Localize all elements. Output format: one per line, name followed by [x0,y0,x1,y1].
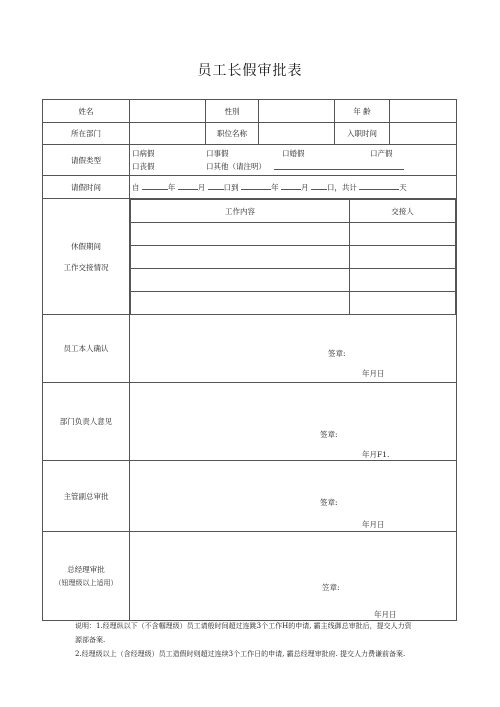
option-personal-leave[interactable]: 口事假 [206,149,229,158]
from-day-blank[interactable] [208,182,224,190]
handover-inner-table [130,199,456,314]
name-field[interactable] [130,100,206,123]
day-unit-text: 天 [399,182,407,192]
option-maternity-leave[interactable]: 口产假 [370,149,393,158]
year-text: 年 [167,182,176,192]
work-content-cell[interactable] [131,292,350,315]
position-field[interactable] [259,123,335,145]
receiver-cell[interactable] [350,246,456,269]
gm-approval-area[interactable] [130,532,457,621]
gm-approval-label: 总经理审批 [67,565,105,574]
to-month-text: 月 [300,182,309,192]
dept-opinion-date: 年月F1. [362,450,390,459]
gm-approval-sign: 笠章: [322,583,340,592]
month-text: 月 [197,182,206,192]
to-year-text: 年 [271,182,279,192]
handover-table-cell [130,199,457,315]
to-day-blank[interactable] [311,182,327,190]
self-confirm-label: 员工本人确认 [43,315,130,383]
note-line-3: 2.经理级以上（含经理级）员工造假时则超过连续3个工作日的申请, 霸总经理审批府. 提交人力费谦前备案. [75,650,406,658]
vp-approval-sign: 签章: [320,498,338,507]
self-confirm-sign: 签章: [328,349,346,358]
gm-approval-date: 年月日 [374,610,397,619]
leave-form-table [42,99,457,621]
handover-label-line2: 工作交接情况 [63,262,109,272]
gender-label: 性別 [206,100,259,123]
join-date-label: 入职时间 [335,123,390,145]
leave-time-label: 请假时间 [43,176,130,199]
dept-field[interactable] [130,123,206,145]
join-date-field[interactable] [390,123,457,145]
work-content-header: 工作内容 [131,200,350,223]
age-field[interactable] [390,100,457,123]
total-text: 口，共计 [326,182,357,192]
to-year-blank[interactable] [241,182,271,190]
to-text: 口到 [223,182,239,192]
other-leave-blank[interactable] [274,162,404,170]
total-days-blank[interactable] [359,182,399,190]
option-funeral-leave[interactable]: 口丧假 [132,162,155,171]
gm-approval-scope: （钮理级以上适用） [54,579,118,587]
handover-label-cell [43,199,130,315]
option-other-leave[interactable]: 口其他（请注明） [206,162,266,171]
work-content-cell[interactable] [131,246,350,269]
form-title: 员工长假审批表 [197,63,303,79]
from-text: 自 [132,182,140,192]
vp-approval-area[interactable] [130,461,457,532]
dept-opinion-label: 部门负责人意见 [43,383,130,461]
option-marriage-leave[interactable]: 口婚假 [282,149,305,158]
gender-field[interactable] [259,100,335,123]
dept-opinion-area[interactable] [130,383,457,461]
note-line-2: 源部备案. [75,636,106,644]
leave-time-field [130,176,457,199]
leave-type-label: 请假类型 [43,145,130,176]
form-notes [75,619,465,661]
from-month-blank[interactable] [178,182,198,190]
to-month-blank[interactable] [281,182,301,190]
vp-approval-date: 年月日 [362,520,385,529]
receiver-header: 交接人 [350,200,456,223]
self-confirm-area[interactable] [130,315,457,383]
from-year-blank[interactable] [142,182,168,190]
option-sick-leave[interactable]: 口病假 [132,149,155,158]
vp-approval-label: 主管副总审批 [43,461,130,532]
dept-opinion-sign: 签章: [320,430,338,439]
name-label: 姓名 [43,100,130,123]
note-line-1: 说明：1.经理纵以下（不含帼理级）员工请般时间超过连跳3个工作H的申请, 霸主线御总审批后，提交人力资 [75,622,412,630]
dept-label: 所在部门 [43,123,130,145]
gm-approval-label-cell [43,532,130,621]
work-content-cell[interactable] [131,269,350,292]
self-confirm-date: 年月日 [362,369,385,378]
position-label: 职位名称 [206,123,259,145]
receiver-cell[interactable] [350,223,456,246]
leave-type-options [130,145,457,176]
work-content-cell[interactable] [131,223,350,246]
receiver-cell[interactable] [350,269,456,292]
age-label: 年 齢 [335,100,390,123]
handover-label-line1: 休假期间 [71,241,101,251]
receiver-cell[interactable] [350,292,456,315]
